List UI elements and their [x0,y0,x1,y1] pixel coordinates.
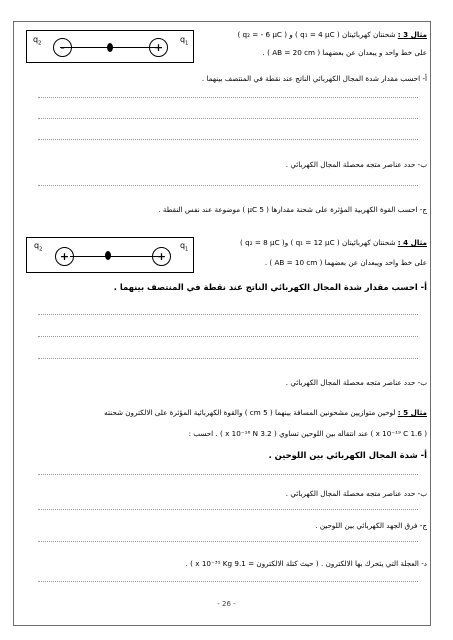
ex5-question-c: ج- فرق الجهد الكهربائي بين اللوحين . [315,521,427,530]
answer-line [38,581,418,582]
label-q2: $q_2$ [34,241,43,253]
ex3-question-c: ج- احسب القوة الكهربية المؤثرة على شحنة مقدارها ( 5 μC ) موضوعة عند نفس النقطة . [158,205,427,214]
charge-q1: + [152,247,171,266]
answer-line [38,474,418,475]
answer-line [38,139,418,140]
label-q1: $q_1$ [180,35,189,47]
ex3-diagram [26,30,194,63]
charge-q2: - [53,38,72,57]
ex4-diagram [26,237,194,273]
ex5-question-d: د- العجلة التي يتحرك بها الالكترون . ( حيث كتلة الالكترون = 9.1 x 10⁻³¹ Kg ) . [185,559,427,568]
ex5-line1: مثال 5 : لوحين متوازيين مشحونين المسافة بينهما ( 5 cm ) والقوة الكهربائية المؤثرة على الالكترون شحنته [104,408,427,417]
ex3-question-a: أ- احسب مقدار شدة المجال الكهربائي الناتج عند نقطة في المنتصف بينهما . [201,74,427,83]
ex5-title: مثال 5 : [397,408,427,417]
ex3-line1: مثال 3 : شحنتان كهربائيتان ( q₁ = 4 μC ) و ( q₂ = - 6 μC ) [237,30,427,39]
midpoint-dot [105,251,111,260]
ex4-title: مثال 4 : [397,238,427,247]
page-number: - 26 - [217,600,236,608]
answer-line [38,358,418,359]
answer-line [38,118,418,119]
ex4-question-a: أ- احسب مقدار شدة المجال الكهربائي الناتج عند نقطة في المنتصف بينهما . [113,282,427,292]
rod [70,256,158,257]
ex4-line2: على خط واحد ويبعدان عن بعضهما ( AB = 10 cm ) . [264,258,427,267]
label-q2: $q_2$ [33,35,42,47]
ex4-line1: مثال 4 : شحنتان كهربائيتان ( q₁ = 12 μC ) و( q₂ = 8 μC ) [240,238,427,247]
ex3-line2: على خط واحد و يبعدان عن بعضهما ( AB = 20 cm ) . [262,48,427,57]
page-border [13,21,431,626]
ex4-question-b: ب- حدد عناصر متجه محصلة المجال الكهربائي . [285,378,427,387]
ex5-question-a: أ- شدة المجال الكهربائي بين اللوحين . [268,450,427,460]
ex3-question-b: ب- حدد عناصر متجه محصلة المجال الكهربائي . [285,160,427,169]
charge-q1: + [149,38,168,57]
ex5-line2: ( 1.6 x 10⁻¹⁹ C ) عند انتقاله بين اللوحين تساوي ( 3.2 x 10⁻¹⁶ N ) . احسب : [188,429,427,438]
answer-line [38,541,418,542]
charge-q2: + [55,247,74,266]
answer-line [38,97,418,98]
answer-line [38,509,418,510]
answer-line [38,185,418,186]
ex5-question-b: ب- حدد عناصر متجه محصلة المجال الكهربائي . [285,489,427,498]
midpoint-dot [107,43,113,52]
ex3-title: مثال 3 : [397,30,427,39]
label-q1: $q_1$ [180,241,189,253]
answer-line [38,314,418,315]
answer-line [38,336,418,337]
